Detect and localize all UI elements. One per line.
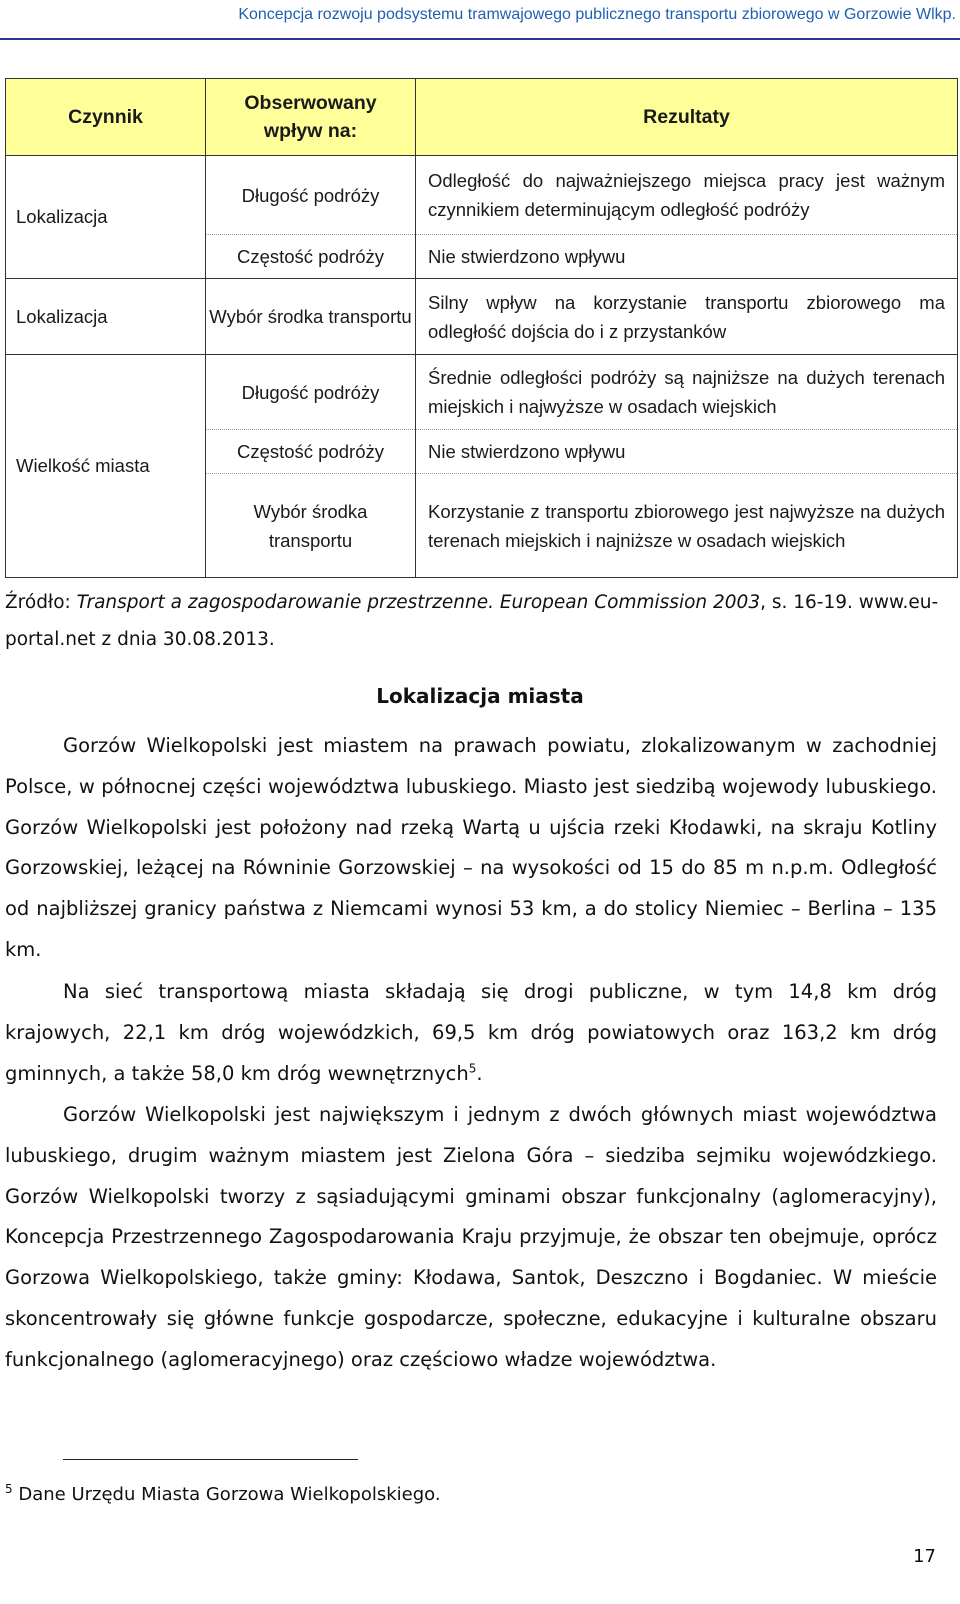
paragraph-location: Gorzów Wielkopolski jest miastem na prawach powiatu, zlokalizowanym w zachodniej Polsce, w północnej części województwa lubuskiego. Miasto jest siedzibą wojewody lubuskiego. Gorzów Wielkopolski jest położony nad rzeką Wartą u ujścia rzeki Kłodawki, na skraju Kotliny Gorzowskiej, leżącej na Równinie Gorzowskiej – na wysokości od 15 do 85 m n.p.m. Odległość od najbliższej granicy państwa z Niemcami wynosi 53 km, a do stolicy Niemiec – Berlina – 135 km. [5,734,937,961]
table-row [6,156,958,235]
paragraph-transport-end: . [476,1061,483,1085]
table-header-row [6,79,958,156]
impact-cell: Wybór środka transportu [206,279,416,355]
running-header [0,0,960,40]
source-prefix: Źródło: [5,592,77,613]
result-cell: Odległość do najważniejszego miejsca pracy jest ważnym czynnikiem determinującym odległość podróży [416,156,958,235]
result-cell: Nie stwierdzono wpływu [416,430,958,474]
factor-cell: Wielkość miasta [6,355,206,578]
factor-cell: Lokalizacja [6,279,206,355]
table-row [6,279,958,355]
footnote-separator [63,1459,358,1460]
result-cell: Średnie odległości podróży są najniższe na dużych terenach miejskich i najwyższe w osadach wiejskich [416,355,958,430]
header-title: Koncepcja rozwoju podsystemu tramwajowego publicznego transportu zbiorowego w Gorzowie Wlkp. [238,6,956,23]
table-source-note [5,584,957,658]
impact-cell: Częstość podróży [206,235,416,279]
col-header-results: Rezultaty [416,79,958,156]
factors-table [5,78,958,578]
col-header-impact: Obserwowany wpływ na: [206,79,416,156]
source-title: Transport a zagospodarowanie przestrzenne. European Commission 2003 [76,592,761,613]
factor-cell: Lokalizacja [6,156,206,279]
paragraph-transport-network [5,972,937,1094]
header-rule [0,38,960,40]
result-cell: Korzystanie z transportu zbiorowego jest najwyższe na dużych terenach miejskich i najniższe w osadach wiejskich [416,474,958,578]
impact-cell: Wybór środka transportu [206,474,416,578]
page-number: 17 [913,1546,936,1567]
impact-cell: Długość podróży [206,355,416,430]
col-header-factor: Czynnik [6,79,206,156]
source-suffix: , s. 16-19. www.eu-portal.net z dnia 30.08.2013. [5,592,939,650]
result-cell: Silny wpływ na korzystanie transportu zbiorowego ma odległość dojścia do i z przystanków [416,279,958,355]
footnote-ref[interactable]: 5 [468,1061,477,1076]
footnote-text: Dane Urzędu Miasta Gorzowa Wielkopolskiego. [12,1484,441,1505]
footnote [5,1484,441,1505]
result-cell: Nie stwierdzono wpływu [416,235,958,279]
paragraph-transport-text: Na sieć transportową miasta składają się drogi publiczne, w tym 14,8 km dróg krajowych, 22,1 km dróg wojewódzkich, 69,5 km dróg powiatowych oraz 163,2 km dróg gminnych, a także 58,0 km dróg wewnętrznych [5,980,937,1085]
paragraph-agglomeration: Gorzów Wielkopolski jest największym i jednym z dwóch głównych miast województwa lubuskiego, drugim ważnym miastem jest Zielona Góra – siedziba sejmiku wojewódzkiego. Gorzów Wielkopolski tworzy z sąsiadującymi gminami obszar funkcjonalny (aglomeracyjny), Koncepcja Przestrzennego Zagospodarowania Kraju przyjmuje, że obszar ten obejmuje, oprócz Gorzowa Wielkopolskiego, także gminy: Kłodawa, Santok, Deszczno i Bogdaniec. W mieście skoncentrowały się główne funkcje gospodarcze, społeczne, edukacyjne i kulturalne obszaru funkcjonalnego (aglomeracyjnego) oraz częściowo władze województwa. [5,1103,937,1371]
impact-cell: Długość podróży [206,156,416,235]
footnote-number: 5 [5,1482,13,1496]
section-heading: Lokalizacja miasta [376,684,584,708]
impact-cell: Częstość podróży [206,430,416,474]
table-row [6,355,958,430]
